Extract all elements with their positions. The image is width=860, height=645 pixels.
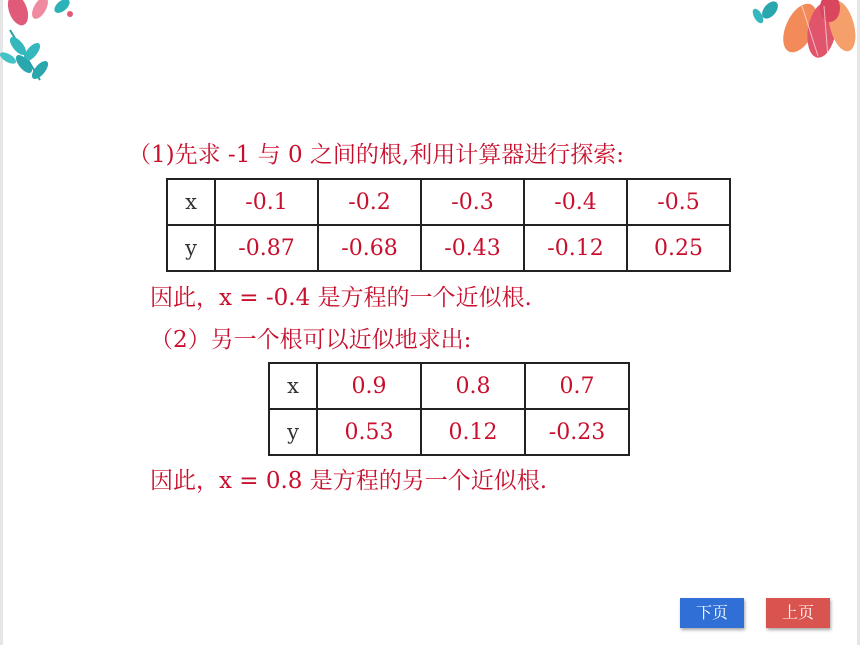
left-border — [0, 0, 3, 645]
table-cell-header-y: y — [167, 225, 215, 271]
part2-intro-text: （2）另一个根可以近似地求出: — [150, 327, 472, 353]
table-cell: -0.43 — [421, 225, 524, 271]
table-row-x — [167, 179, 730, 225]
part1-conclusion-text: 因此，x = -0.4 是方程的一个近似根. — [150, 285, 532, 311]
table-cell: -0.12 — [524, 225, 627, 271]
table-cell: 0.9 — [317, 363, 421, 409]
table-cell: -0.68 — [318, 225, 421, 271]
part1-intro-text: （1)先求 -1 与 0 之间的根,利用计算器进行探索: — [128, 142, 624, 168]
table-search-root-1 — [166, 178, 731, 272]
table-cell: -0.5 — [627, 179, 730, 225]
next-page-button[interactable]: 下页 — [680, 598, 744, 628]
table-cell: -0.3 — [421, 179, 524, 225]
table-cell: -0.87 — [215, 225, 318, 271]
part2-conclusion-text: 因此，x = 0.8 是方程的另一个近似根. — [150, 468, 548, 494]
table-row-y — [269, 409, 629, 455]
table-cell: 0.53 — [317, 409, 421, 455]
table-cell: -0.23 — [525, 409, 629, 455]
previous-page-button[interactable]: 上页 — [766, 598, 830, 628]
table-cell: -0.1 — [215, 179, 318, 225]
flower-decoration-icon — [730, 0, 860, 80]
table-cell: 0.12 — [421, 409, 525, 455]
table-cell-header-x: x — [167, 179, 215, 225]
table-cell: 0.8 — [421, 363, 525, 409]
table-cell: 0.7 — [525, 363, 629, 409]
table-cell-header-x: x — [269, 363, 317, 409]
table-cell: -0.4 — [524, 179, 627, 225]
table-row-y — [167, 225, 730, 271]
table-cell-header-y: y — [269, 409, 317, 455]
table-cell: -0.2 — [318, 179, 421, 225]
table-search-root-2 — [268, 362, 630, 456]
leaf-decoration-icon — [0, 0, 110, 95]
table-cell: 0.25 — [627, 225, 730, 271]
table-row-x — [269, 363, 629, 409]
